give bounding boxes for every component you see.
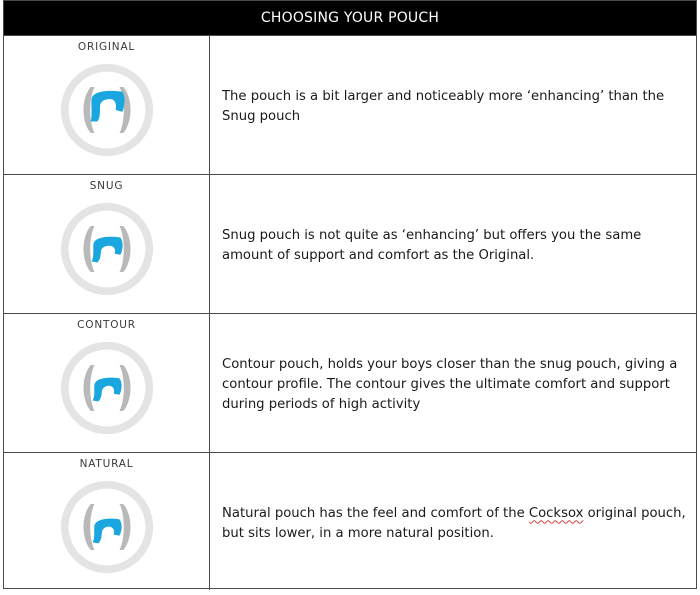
description-text: Natural pouch has the feel and comfort of the [222,505,529,521]
pouch-description: Contour pouch, holds your boys closer than the snug pouch, giving a contour profile. The contour gives the ultimate comfort and support during periods of high activity [222,357,678,412]
pouch-description: Snug pouch is not quite as ‘enhancing’ but offers you the same amount of support and comfort as the Original. [222,228,642,263]
description-cell [210,175,696,313]
contour-pouch-icon [59,340,155,436]
pouch-cell [4,175,210,313]
table-header [4,1,696,35]
pouch-comparison-table [3,0,697,589]
table-title: CHOOSING YOUR POUCH [260,10,440,26]
description-cell [210,453,696,590]
description-cell [210,36,696,174]
table-row-snug [4,174,696,313]
description-cell [210,314,696,452]
brand-name: Cocksox [528,505,584,521]
original-pouch-icon [59,62,155,158]
pouch-description: The pouch is a bit larger and noticeably more ‘enhancing’ than the Snug pouch [222,89,665,124]
pouch-name: CONTOUR [77,319,136,331]
pouch-name: SNUG [89,180,124,192]
pouch-description [222,504,686,544]
pouch-cell [4,314,210,452]
pouch-name: ORIGINAL [77,41,136,53]
pouch-name: NATURAL [79,458,134,470]
table-row-contour [4,313,696,452]
pouch-cell [4,453,210,590]
description-text: original pouch, but sits lower, in a more natural position. [222,505,686,541]
table-row-original [4,35,696,174]
table-row-natural [4,452,696,590]
natural-pouch-icon [59,479,155,575]
snug-pouch-icon [59,201,155,297]
pouch-cell [4,36,210,174]
